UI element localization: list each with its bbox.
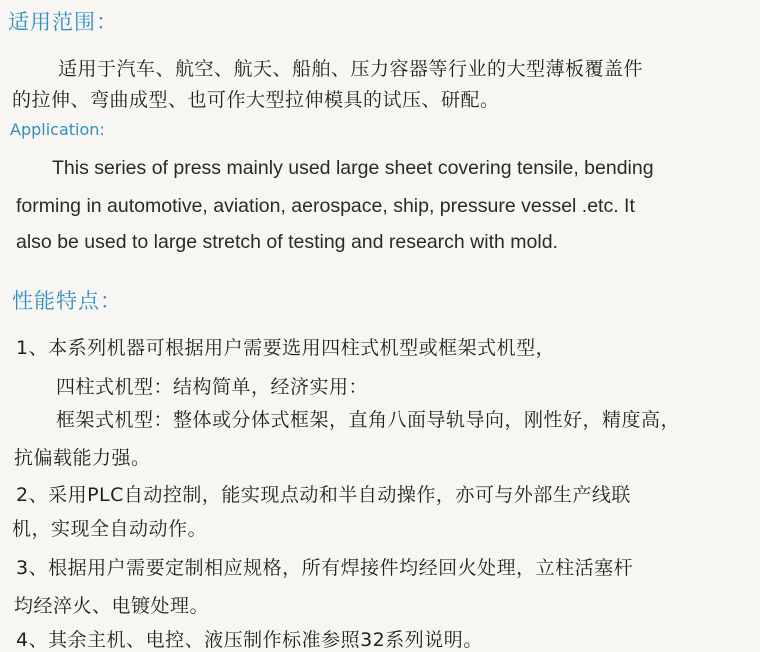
application-line-3: also be used to large stretch of testing and research with mold. (16, 231, 558, 253)
feature-line-2: 四柱式机型：结构简单，经济实用： (56, 376, 369, 398)
scope-line-1: 适用于汽车、航空、航天、船舶、压力容器等行业的大型薄板覆盖件 (58, 58, 644, 80)
feature-line-5: 2、采用PLC自动控制，能实现点动和半自动操作，亦可与外部生产线联 (16, 484, 631, 506)
application-line-2: forming in automotive, aviation, aerospace, ship, pressure vessel .etc. It (16, 195, 635, 217)
feature-line-7: 3、根据用户需要定制相应规格，所有焊接件均经回火处理，立柱活塞杆 (16, 557, 634, 579)
feature-line-4: 抗偏载能力强。 (14, 447, 151, 469)
application-line-1: This series of press mainly used large sheet covering tensile, bending (52, 157, 654, 179)
feature-line-6: 机，实现全自动动作。 (12, 518, 208, 540)
features-title: 性能特点： (12, 289, 122, 313)
feature-line-3: 框架式机型：整体或分体式框架，直角八面导轨导向，刚性好，精度高， (56, 409, 681, 431)
scope-title: 适用范围： (8, 10, 118, 34)
feature-line-1: 1、本系列机器可根据用户需要选用四柱式机型或框架式机型， (16, 337, 556, 359)
feature-line-8: 均经淬火、电镀处理。 (14, 595, 210, 617)
scope-line-2: 的拉伸、弯曲成型、也可作大型拉伸模具的试压、研配。 (12, 89, 500, 111)
application-title: Application: (10, 120, 105, 139)
feature-line-9: 4、其余主机、电控、液压制作标准参照32系列说明。 (16, 629, 483, 651)
